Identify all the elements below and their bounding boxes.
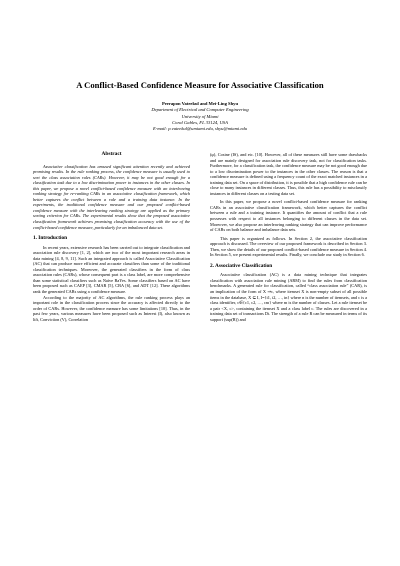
email: E-mail: p.vateekul@umiami.edu, shyu@miami.edu <box>153 126 247 132</box>
right-paragraph-2: In this paper, we propose a novel conflict-based confidence measure for ranking CARs in an associative classification framework, which better captures the conflict between a rule and a training instance. It quantifies the amount of conflict that a rule possesses with respect to all instances belonging to different classes in the data set. Moreover, we also propose an interleaving ranking strategy that can improve performance of CARs on both balance and imbalance data sets. <box>210 199 367 233</box>
right-paragraph-1: (φ), Cosine (IS), and etc. [10]. However, all of these measures still have some drawbacks and are mainly designed for association rule discovery task, not for classification tasks. Furthermore, for a classification task, the confidence measure may be not good enough due to a low discrimination power to the instances in the other classes. The reason is that a confidence measure is defined using a frequency count of the exact matched instances in a training data set. On a space of distribution, it is possible that a high confidence rule can be close to many instances in different classes. Thus, this rule has a possibility to misclassify instances in different classes on a testing data set. <box>210 152 367 196</box>
paper-title: A Conflict-Based Confidence Measure for Associative Classification <box>76 80 324 90</box>
section-2-paragraph-1: Associative classification (AC) is a data mining technique that integrates classification with association rule mining (ARM) to find the rules from classification benchmarks. A generated rule for classification, called “class association rule” (CAR), is an implication of the form of X ⇒c, where itemset X is non-empty subset of all possible items in the database, X ⊆ I, I={i1, i2, …, in} where n is the number of itemsets, and c is a class identifier, c∈{c1, c2, …, cm} where m is the number of classes. Let a rule itemset be a pair <X, c>, containing the itemset X and a class label c. The rules are discovered in a training data set of transactions Dt. The strength of a rule R can be measured in terms of its support (sup(R)) and <box>210 272 367 322</box>
right-column <box>210 152 367 322</box>
department: Department of Electrical and Computer Engineering <box>151 107 249 113</box>
author-block <box>0 101 400 132</box>
university: University of Miami <box>181 113 219 119</box>
section-1-heading: 1. Introduction <box>33 235 68 242</box>
abstract-heading: Abstract <box>101 151 122 157</box>
section-2-heading: 2. Associative Classification <box>210 262 273 269</box>
section-1-paragraph-2: According to the majority of AC algorithms, the rule ranking process plays an important role in the classification process since the accuracy is affected directly to the order of CARs. However, the confidence measure has some limitations [10]. Thus, in the past few years, various measures have been proposed such as Interest (I), also known as lift, Conviction (V), Correlation <box>33 294 190 322</box>
location: Coral Gables, FL 33124, USA <box>172 119 228 125</box>
abstract-text: Associative classification has aroused significant attention recently and achieved promising results. In the rule ranking process, the confidence measure is usually used to sort the class association rules (CARs). However, it may be not good enough for a classification task due to a low discrimination power to instances in the other classes. In this paper, we propose a novel conflict-based confidence measure with an interleaving ranking strategy for re-ranking CARs in an associative classification framework, which better captures the conflict between a rule and a training data instance. In the experiments, the traditional confidence measure and our proposed conflict-based confidence measure with the interleaving ranking strategy are applied as the primary sorting criterion for CARs. The experimental results show that the proposed associative classification framework achieves promising classification accuracy with the use of the conflict-based confidence measure, particularly for an imbalanced data set. <box>33 163 190 230</box>
section-1-paragraph-1: In recent years, extensive research has been carried out to integrate classification and association rule discovery [1, 2], which are two of the most important research areas in data mining [4, 8, 9, 11]. Such an integrated approach is called Associative Classification (AC) that can produce more efficient and accurate classifiers than some of the traditional classification techniques. Moreover, the generated classifiers in the form of class association rules (CARs), whose consequent part is a class label, are more comprehensive than some statistical classifiers such as Naïve BaYes. Some classifiers based on AC have been proposed such as CAEP [3], CMAR [5], CBA [6], and ADT [12]. These algorithms rank the generated CARs using a confidence measure. <box>33 244 190 295</box>
left-column <box>33 152 190 322</box>
author-names: Peerapon Vateekul and Mei-Ling Shyu <box>161 101 239 106</box>
right-paragraph-3: This paper is organized as follows. In Section 2, the associative classification approach is discussed. The overview of our proposed framework is described in Section 3. Then, we show the details of our proposed conflict-based confidence measure in Section 4. In Section 5, we present experimental results. Finally, we conclude our study in Section 6. <box>210 235 367 258</box>
